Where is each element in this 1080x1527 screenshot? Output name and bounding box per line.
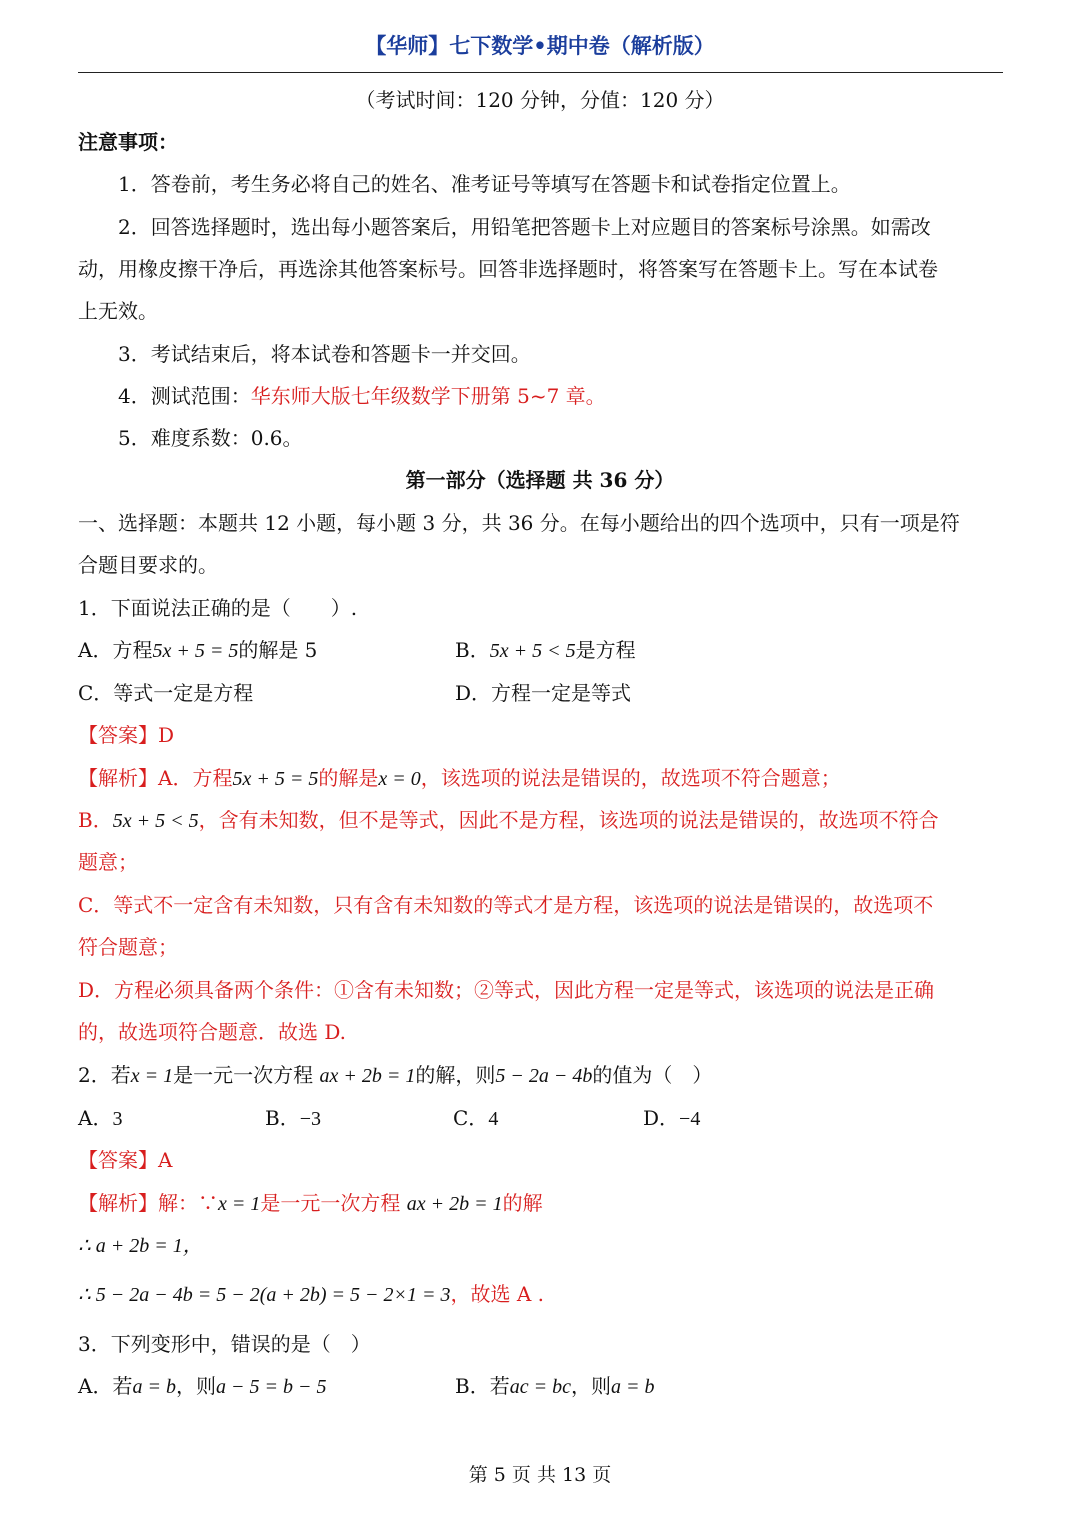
q2-b-value: −3 xyxy=(299,1108,321,1130)
note-5: 5．难度系数：0.6。 xyxy=(118,426,303,450)
q1-answer-label: 【答案】 xyxy=(78,723,158,747)
q2-d-value: −4 xyxy=(679,1108,701,1130)
q1-exp-a-mid: 的解是 xyxy=(318,766,379,790)
q1-b-math: 5x + 5 < 5 xyxy=(489,640,576,662)
q2-exp-l1-math2: ax + 2b = 1 xyxy=(406,1193,503,1215)
q2-stem-math2: ax + 2b = 1 xyxy=(319,1065,416,1087)
q3-b-mid: ，则 xyxy=(570,1374,611,1398)
q1-exp-a-math1: 5x + 5 = 5 xyxy=(232,768,319,790)
q1-explanation-a xyxy=(78,764,841,793)
q2-stem-mid2: 的解，则 xyxy=(415,1063,496,1087)
q2-b-label: B． xyxy=(265,1106,300,1130)
part1-intro-line-1: 一、选择题：本题共 12 小题，每小题 3 分，共 36 分。在每小题给出的四个选项中，只有一项是符 xyxy=(78,511,960,535)
q2-stem-mid1: 是一元一次方程 xyxy=(173,1063,314,1087)
header-rule xyxy=(78,72,1003,73)
q2-a-label: A． xyxy=(78,1106,113,1130)
q1-exp-a-suffix: ，该选项的说法是错误的，故选项不符合题意； xyxy=(420,766,841,790)
q3-a-math2: a − 5 = b − 5 xyxy=(215,1376,327,1398)
q1-explanation-d-line-2: 的，故选项符合题意．故选 D. xyxy=(78,1020,347,1044)
q2-answer xyxy=(78,1146,172,1174)
q1-exp-b-prefix: B． xyxy=(78,808,113,832)
part1-heading: 第一部分（选择题 共 36 分） xyxy=(405,468,675,492)
exam-info: （考试时间：120 分钟，分值：120 分） xyxy=(355,88,725,112)
part1-intro-line-2: 合题目要求的。 xyxy=(78,553,218,577)
q2-exp-l3-suffix: ，故选 A . xyxy=(450,1282,545,1306)
q2-stem xyxy=(78,1061,712,1090)
q2-option-b xyxy=(265,1104,321,1133)
q3-a-mid: ，则 xyxy=(175,1374,216,1398)
q2-exp-l1-math1: x = 1 xyxy=(218,1193,261,1215)
note-2-line-3: 上无效。 xyxy=(78,299,158,323)
q2-explanation-line-3 xyxy=(78,1280,544,1309)
q3-stem: 3．下列变形中，错误的是（ ） xyxy=(78,1332,371,1356)
q1-answer xyxy=(78,721,174,749)
q1-b-suffix: 是方程 xyxy=(575,638,636,662)
q2-answer-label: 【答案】 xyxy=(78,1148,158,1172)
q2-explanation-line-2: ∴ a + 2b = 1， xyxy=(78,1235,203,1257)
q1-option-d: D．方程一定是等式 xyxy=(455,681,632,705)
q1-exp-b-math: 5x + 5 < 5 xyxy=(112,810,199,832)
q1-explanation-b xyxy=(78,806,939,835)
q1-option-a xyxy=(78,636,317,665)
q2-option-d xyxy=(643,1104,700,1133)
note-4-label: 4．测试范围： xyxy=(118,384,251,408)
q2-stem-suffix: 的值为（ ） xyxy=(592,1063,713,1087)
q1-explanation-c-line-1: C．等式不一定含有未知数，只有含有未知数的等式才是方程，该选项的说法是错误的，故选项不 xyxy=(78,893,934,917)
q1-b-prefix: B． xyxy=(455,638,490,662)
q2-stem-math3: 5 − 2a − 4b xyxy=(495,1065,593,1087)
q1-a-math: 5x + 5 = 5 xyxy=(152,640,239,662)
note-4 xyxy=(118,382,606,410)
q1-option-b xyxy=(455,636,636,665)
q1-stem: 1．下面说法正确的是（ ）. xyxy=(78,596,358,620)
note-1: 1．答卷前，考生务必将自己的姓名、准考证号等填写在答题卡和试卷指定位置上。 xyxy=(118,172,851,196)
q1-answer-value: D xyxy=(158,723,175,747)
q1-exp-label: 【解析】 xyxy=(78,766,158,790)
note-2-line-2: 动，用橡皮擦干净后，再选涂其他答案标号。回答非选择题时，将答案写在答题卡上。写在本试卷 xyxy=(78,257,938,281)
q3-a-prefix: A．若 xyxy=(78,1374,133,1398)
note-2-line-1: 2．回答选择题时，选出每小题答案后，用铅笔把答题卡上对应题目的答案标号涂黑。如需改 xyxy=(118,215,931,239)
q1-exp-a-math2: x = 0 xyxy=(378,768,421,790)
q1-explanation-b-line-2: 题意； xyxy=(78,850,138,874)
q2-d-label: D． xyxy=(643,1106,680,1130)
q1-option-c: C．等式一定是方程 xyxy=(78,681,254,705)
q3-option-b xyxy=(455,1372,654,1401)
q1-a-suffix: 的解是 5 xyxy=(238,638,318,662)
note-3: 3．考试结束后，将本试卷和答题卡一并交回。 xyxy=(118,342,531,366)
q2-stem-prefix: 2．若 xyxy=(78,1063,131,1087)
q2-a-value: 3 xyxy=(112,1108,123,1130)
q2-c-label: C． xyxy=(453,1106,489,1130)
q3-a-math1: a = b xyxy=(132,1376,176,1398)
q1-explanation-c-line-2: 符合题意； xyxy=(78,935,178,959)
q2-c-value: 4 xyxy=(488,1108,499,1130)
q1-exp-b-suffix: ，含有未知数，但不是等式，因此不是方程，该选项的说法是错误的，故选项不符合 xyxy=(198,808,939,832)
q2-exp-l1-mid: 是一元一次方程 xyxy=(260,1191,401,1215)
page-footer: 第 5 页 共 13 页 xyxy=(468,1464,612,1486)
q3-b-math1: ac = bc xyxy=(509,1376,571,1398)
note-4-scope: 华东师大版七年级数学下册第 5~7 章。 xyxy=(250,384,606,408)
q1-exp-a-prefix: A．方程 xyxy=(158,766,233,790)
q2-explanation-line-1 xyxy=(78,1189,543,1218)
q3-option-a xyxy=(78,1372,326,1401)
q2-exp-label: 【解析】 xyxy=(78,1191,158,1215)
q1-explanation-d-line-1: D．方程必须具备两个条件：①含有未知数；②等式，因此方程一定是等式，该选项的说法是正确 xyxy=(78,978,935,1002)
q2-exp-l1-prefix: 解：∵ xyxy=(158,1191,218,1215)
document-title: 【华师】七下数学•期中卷（解析版） xyxy=(365,33,715,58)
q2-exp-l3-math: ∴ 5 − 2a − 4b = 5 − 2(a + 2b) = 5 − 2×1 = 3 xyxy=(78,1284,451,1306)
q2-answer-value: A xyxy=(158,1148,173,1172)
q3-b-prefix: B．若 xyxy=(455,1374,510,1398)
notes-heading: 注意事项： xyxy=(78,130,178,154)
q2-stem-math1: x = 1 xyxy=(130,1065,174,1087)
q2-option-a xyxy=(78,1104,122,1133)
q3-b-math2: a = b xyxy=(610,1376,655,1398)
q1-a-prefix: A．方程 xyxy=(78,638,153,662)
q2-option-c xyxy=(453,1104,498,1133)
q2-exp-l1-suffix: 的解 xyxy=(502,1191,543,1215)
